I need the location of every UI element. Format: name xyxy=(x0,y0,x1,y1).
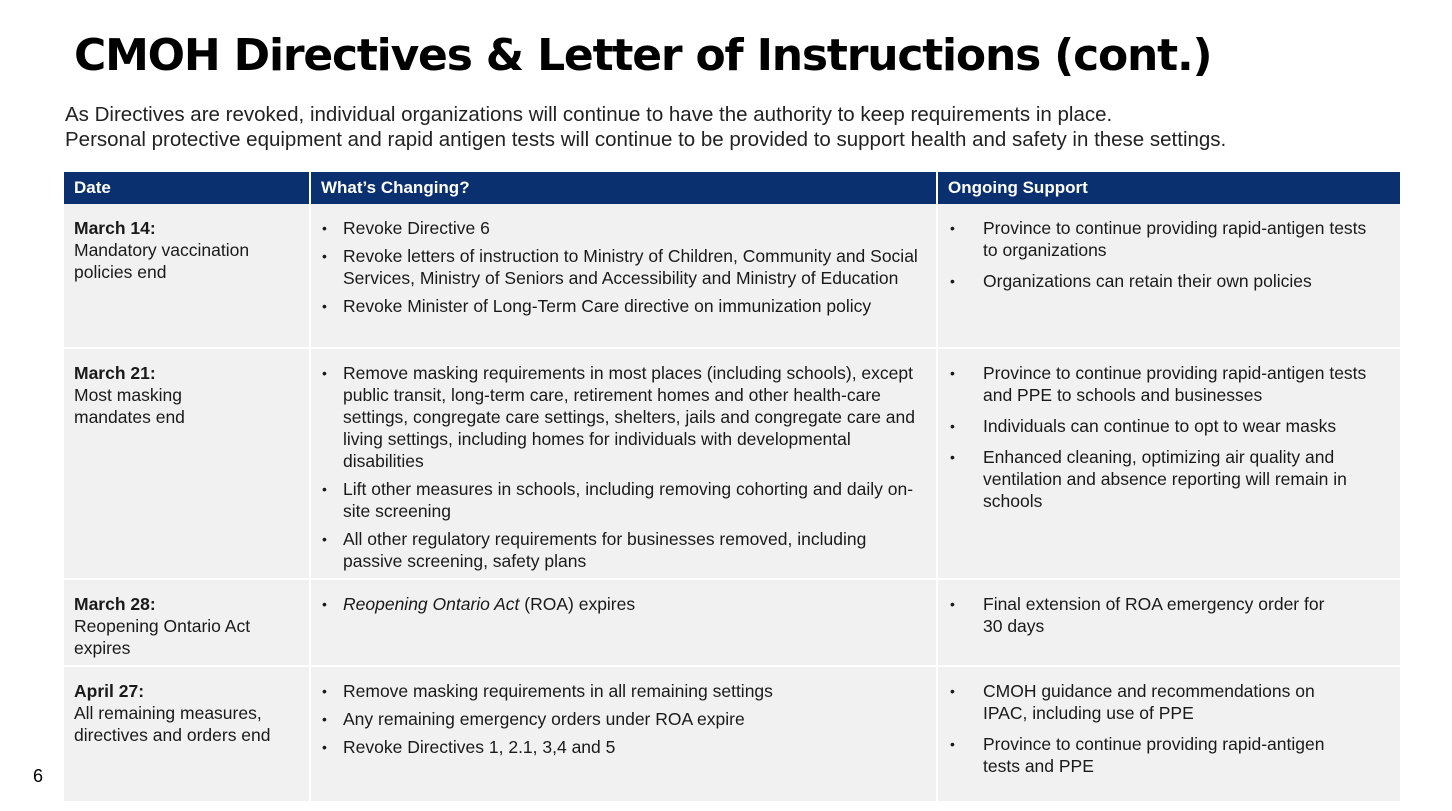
bullet-icon: • xyxy=(322,365,327,381)
bullet-icon: • xyxy=(322,596,327,612)
date-label: March 28: xyxy=(74,594,156,614)
list-item xyxy=(948,362,1390,406)
bullet-icon: • xyxy=(950,220,955,236)
date-cell xyxy=(64,579,310,666)
list-item xyxy=(948,593,1330,637)
change-text: Lift other measures in schools, including removing cohorting and daily on-site screening xyxy=(343,479,914,521)
date-cell xyxy=(64,204,310,348)
changes-cell xyxy=(310,666,937,802)
list-item xyxy=(948,415,1390,437)
bullet-icon: • xyxy=(322,531,327,547)
change-text: (ROA) expires xyxy=(519,594,636,614)
bullet-icon: • xyxy=(322,739,327,755)
change-text: Revoke Minister of Long-Term Care directive on immunization policy xyxy=(343,296,872,316)
table-row xyxy=(64,579,1400,666)
header-date: Date xyxy=(64,172,310,204)
list-item xyxy=(321,528,926,572)
date-cell xyxy=(64,348,310,579)
change-text: Remove masking requirements in all remaining settings xyxy=(343,681,773,701)
bullet-icon: • xyxy=(322,711,327,727)
support-text: CMOH guidance and recommendations on IPAC, including use of PPE xyxy=(983,681,1315,723)
bullet-icon: • xyxy=(322,683,327,699)
list-item xyxy=(321,478,926,522)
bullet-icon: • xyxy=(322,220,327,236)
list-item xyxy=(321,362,926,472)
change-text: Revoke letters of instruction to Ministry of Children, Community and Social Services, Ministry of Seniors and Accessibility and Ministry of Education xyxy=(343,246,918,288)
table-row xyxy=(64,348,1400,579)
list-item xyxy=(948,217,1370,261)
table-header-row xyxy=(64,172,1400,204)
header-whats-changing: What’s Changing? xyxy=(310,172,937,204)
list-item xyxy=(321,593,926,615)
bullet-icon: • xyxy=(950,365,955,381)
support-text: Individuals can continue to opt to wear masks xyxy=(983,416,1337,436)
change-text: Any remaining emergency orders under ROA expire xyxy=(343,709,745,729)
list-item xyxy=(321,736,926,758)
intro-line: As Directives are revoked, individual organizations will continue to have the authority to keep requirements in place. xyxy=(65,103,1113,126)
list-item xyxy=(321,708,926,730)
page-number: 6 xyxy=(33,766,44,786)
directives-table xyxy=(64,172,1400,803)
table-row xyxy=(64,666,1400,802)
bullet-icon: • xyxy=(950,683,955,699)
support-cell xyxy=(937,348,1400,579)
changes-cell xyxy=(310,204,937,348)
changes-cell xyxy=(310,348,937,579)
bullet-icon: • xyxy=(322,248,327,264)
change-text: All other regulatory requirements for businesses removed, including passive screening, safety plans xyxy=(343,529,867,571)
support-cell xyxy=(937,666,1400,802)
slide-title: CMOH Directives & Letter of Instructions (cont.) xyxy=(74,30,1212,81)
header-ongoing-support: Ongoing Support xyxy=(937,172,1400,204)
list-item xyxy=(948,270,1370,292)
intro-text xyxy=(65,102,1425,152)
date-label: April 27: xyxy=(74,681,145,701)
support-cell xyxy=(937,579,1400,666)
support-cell xyxy=(937,204,1400,348)
bullet-icon: • xyxy=(950,736,955,752)
bullet-icon: • xyxy=(950,418,955,434)
bullet-icon: • xyxy=(950,596,955,612)
change-text: Remove masking requirements in most places (including schools), except public transit, long-term care, retirement homes and other health-care settings, congregate care settings, shelters, jails and congregate care and living settings, including homes for individuals with developmental disabilities xyxy=(343,363,916,471)
date-label: March 14: xyxy=(74,218,156,238)
date-description: Reopening Ontario Act expires xyxy=(74,616,251,658)
support-text: Province to continue providing rapid-antigen tests and PPE xyxy=(983,734,1325,776)
date-description: All remaining measures, directives and orders end xyxy=(74,703,271,745)
list-item xyxy=(321,295,926,317)
date-label: March 21: xyxy=(74,363,156,383)
list-item xyxy=(948,446,1390,512)
list-item xyxy=(948,733,1360,777)
bullet-icon: • xyxy=(322,298,327,314)
bullet-icon: • xyxy=(950,449,955,465)
intro-line: Personal protective equipment and rapid antigen tests will continue to be provided to support health and safety in these settings. xyxy=(65,128,1227,151)
date-description: Mandatory vaccination policies end xyxy=(74,240,250,282)
date-cell xyxy=(64,666,310,802)
bullet-icon: • xyxy=(322,481,327,497)
list-item xyxy=(321,680,926,702)
change-text: Revoke Directive 6 xyxy=(343,218,490,238)
support-text: Final extension of ROA emergency order for 30 days xyxy=(983,594,1325,636)
change-text: Revoke Directives 1, 2.1, 3,4 and 5 xyxy=(343,737,616,757)
bullet-icon: • xyxy=(950,273,955,289)
table-row xyxy=(64,204,1400,348)
list-item xyxy=(321,245,926,289)
support-text: Province to continue providing rapid-antigen tests to organizations xyxy=(983,218,1367,260)
list-item xyxy=(321,217,926,239)
list-item xyxy=(948,680,1360,724)
support-text: Organizations can retain their own policies xyxy=(983,271,1312,291)
date-description: Most masking mandates end xyxy=(74,385,185,427)
act-name: Reopening Ontario Act xyxy=(343,594,520,614)
support-text: Enhanced cleaning, optimizing air quality and ventilation and absence reporting will remain in schools xyxy=(983,447,1347,511)
changes-cell xyxy=(310,579,937,666)
support-text: Province to continue providing rapid-antigen tests and PPE to schools and businesses xyxy=(983,363,1367,405)
